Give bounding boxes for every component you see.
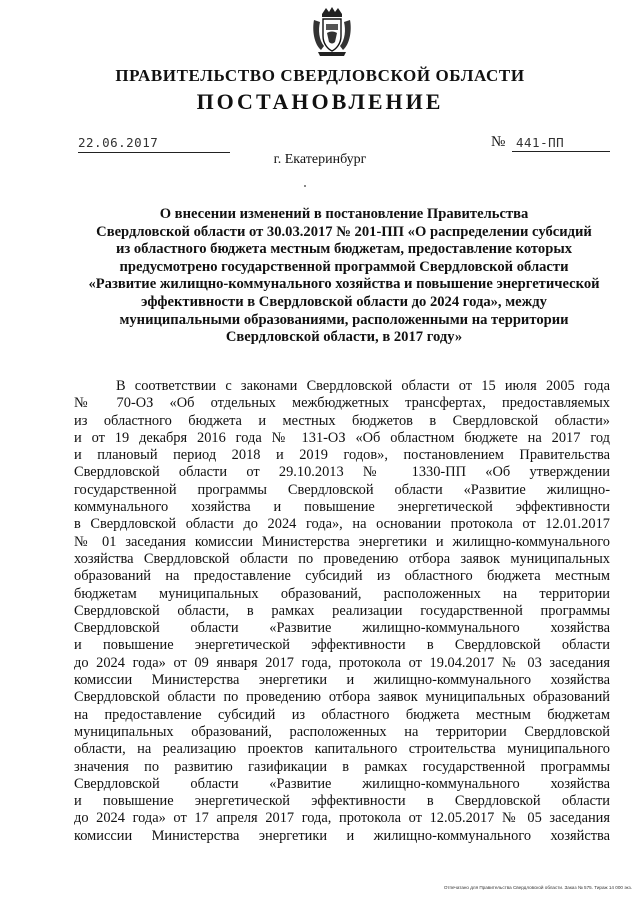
subject-line: О внесении изменений в постановление Правительства: [159, 206, 529, 222]
body-line: на предоставление субсидий из областного бюджета местным бюджетам: [74, 706, 610, 723]
subject-line: «Развитие жилищно-коммунального хозяйства и повышение энергетической: [88, 276, 600, 293]
body-line: комиссии Министерства энергетики и жилищно-коммунального хозяйства: [74, 672, 610, 689]
number-label: №: [491, 134, 506, 150]
subject-line: эффективности в Свердловской области до 2024 года», между: [141, 293, 547, 310]
body-line: Свердловской области «Развитие жилищно-коммунального хозяйства: [74, 775, 610, 792]
body-line: комиссии Министерства энергетики и жилищно-коммунального хозяйства: [74, 827, 610, 844]
body-line: области, на реализацию проектов капитального строительства муниципального: [74, 741, 610, 758]
body-line: Свердловской области от 29.10.2013 № 1330-ПП «Об утверждении: [74, 464, 610, 481]
document-number: 441-ПП: [516, 135, 565, 150]
body-line: в Свердловской области до 2024 года», на основании протокола от 12.01.2017: [74, 516, 610, 533]
subject-line: Свердловской области от 30.03.2017 № 201-ПП «О распределении субсидий: [96, 223, 592, 240]
body-line: В соответствии с законами Свердловской области от 15 июля 2005 года: [116, 378, 610, 394]
subject-line: предусмотрено государственной программой Свердловской области: [119, 258, 569, 275]
body-line: коммунального хозяйства и повышение энергетической эффективности: [74, 499, 610, 516]
body-line: хозяйства Свердловской области по проведению отбора заявок муниципальных: [74, 550, 610, 567]
document-body: [74, 378, 610, 845]
body-line: № 70-ОЗ «Об отдельных межбюджетных трансфертах, предоставляемых: [74, 395, 610, 412]
body-line: государственной программы Свердловской области «Развитие жилищно-: [74, 481, 610, 498]
document-subject: [78, 206, 610, 347]
sverdlovsk-coat-of-arms-icon: [312, 6, 352, 58]
document-date-field: [78, 134, 230, 153]
document-date: 22.06.2017: [78, 135, 159, 150]
document-number-field: [512, 134, 610, 152]
body-line: № 01 заседания комиссии Министерства энергетики и жилищно-коммунального: [74, 533, 610, 550]
government-title: ПРАВИТЕЛЬСТВО СВЕРДЛОВСКОЙ ОБЛАСТИ: [115, 66, 525, 85]
body-line: и повышение энергетической эффективности в Свердловской области: [74, 637, 610, 654]
body-line: бюджетам муниципальных образований, расположенных на территории: [74, 585, 610, 602]
body-line: Свердловской области по проведению отбора заявок муниципальных образований: [74, 689, 610, 706]
body-line: до 2024 года» от 09 января 2017 года, протокола от 19.04.2017 № 03 заседания: [74, 654, 610, 671]
document-kind-title: ПОСТАНОВЛЕНИЕ: [196, 89, 444, 114]
city-line: г. Екатеринбург: [273, 152, 367, 167]
body-line: образований на предоставление субсидий из областного бюджета местным: [74, 568, 610, 585]
body-line: и повышение энергетической эффективности в Свердловской области: [74, 793, 610, 810]
body-line: до 2024 года» от 17 апреля 2017 года, протокола от 12.05.2017 № 05 заседания: [74, 810, 610, 827]
body-line: муниципальных образований, расположенных на территории Свердловской: [74, 723, 610, 740]
separator-dot: [304, 185, 306, 187]
subject-line: муниципальными образованиями, расположенными на территории: [119, 311, 569, 328]
body-line: и от 19 декабря 2016 года № 131-ОЗ «Об областном бюджете на 2017 год: [74, 429, 610, 446]
body-line: Свердловской области «Развитие жилищно-коммунального хозяйства: [74, 620, 610, 637]
body-line: значения по развитию газификации в рамках государственной программы: [74, 758, 610, 775]
subject-line: Свердловской области, в 2017 году»: [225, 329, 463, 346]
body-line: Свердловской области, в рамках реализации государственной программы: [74, 602, 610, 619]
body-line: и плановый период 2018 и 2019 годов», постановлением Правительства: [74, 447, 610, 464]
print-note: Отпечатано для Правительства Свердловской области. Заказ № 575. Тираж 14 000 экз.: [443, 885, 632, 890]
body-line: из областного бюджета и местных бюджетов в Свердловской области»: [74, 412, 610, 429]
subject-line: из областного бюджета местным бюджетам, предоставление которых: [115, 241, 573, 258]
